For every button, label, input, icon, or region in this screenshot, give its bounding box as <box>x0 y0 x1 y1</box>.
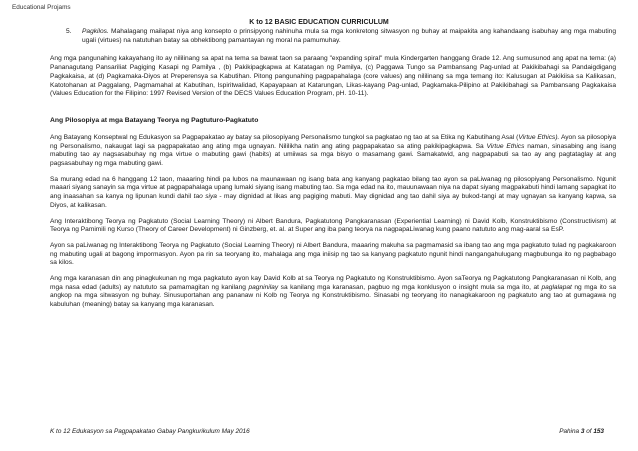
paragraph-theories: Ang Interaktibong Teorya ng Pagkatuto (Social Learning Theory) ni Albert Bandura, Pagkatutong Pangkaranasan (Experiential Learning) ni David Kolb, Konstruktibismo (Constructivism) at Teorya ng Pamimili ng Kurso (Theory of Career Development) ni Ginzberg, et. al. at Super ang iba pang teorya na nagpapaLiwanag kung paano natututo ang mag-aaral sa EsP. <box>50 217 616 234</box>
page-total: 153 <box>593 428 604 435</box>
page-of: of <box>584 428 594 435</box>
page-prefix: Pahina <box>559 428 581 435</box>
text-run: sa kanilang mga karanasan, pagbuo ng mga konklusyon o insight mula sa mga ito, at <box>278 283 542 291</box>
paragraph-bandura: Ayon sa paLiwanag ng Interaktibong Teorya ng Pagkatuto (Social Learning Theory) ni Albert Bandura, maaaring makuha sa pagmamasid sa ibang tao ang mga pagkatuto tulad ng pagkakaroon ng mabuting ugali at bagong impormasyon. Ayon pa rin sa teoryang ito, mahalaga ang mga iniisip ng tao sa kanyang pagkatuto ngunit hindi nangangahulugang magbubunga ito ng pagbabago sa kilos. <box>50 241 616 267</box>
text-run: Ang mga karanasan din ang pinagkukunan ng mga pagkatuto ayon kay David Kolb at sa Teorya ng Pagkatuto ng Konstruktibismo. Ayon saTeorya ng Pagkatutong Pangkaranasan ni Kolb, ang mga nasa edad (adults) ay natututo sa pamamagitan ng kanilang <box>50 275 616 291</box>
text-run: naman, sinasabing ang isang mabuting tao ay nagsasabuhay ng mga virtue o mabuting gawi (habits) at umiiwas sa mga bisyo o masamang gawi. Samakatwid, ang nagpapabuti sa tao ay ang pagtataglay at ang pagsasabuhay ng mga mabuting gawi. <box>50 142 616 167</box>
header-org-name: Educational Projams <box>12 4 71 11</box>
text-run-italic: tao siya <box>193 193 217 201</box>
list-item-term: Pagkilos. <box>82 28 109 35</box>
text-run: - may dignidad at likas ang pagiging mabuti. May dignidad ang tao dahil siya ay bukod-tangi at may ugnayan sa kanyang kapwa, sa Diyos, at kalikasan. <box>50 193 616 209</box>
page-current: 3 <box>580 428 585 435</box>
paragraph-conceptual-framework <box>50 134 616 169</box>
text-run: ng mga ito sa angkop na mga sitwasyon ng buhay. Sinusuportahan ang pananaw ni Kolb ng Teorya ng Konstruktibismo. Sinasabi ng teoryang ito nanagkakaroon ng pagkatuto ang tao at gumagawa ng kabuluhan (meaning) batay sa kanyang mga karanasan. <box>50 283 616 309</box>
paragraph-young-age <box>50 176 616 211</box>
list-item-5 <box>66 28 616 45</box>
text-run: Ang Batayang Konseptwal ng Edukasyon sa Pagpapakatao ay batay sa pilosopiyang Personalismo tungkol sa pagkatao ng tao at sa Etika ng Kabutihang Asal ( <box>50 133 519 141</box>
text-run-italic: paglalapat <box>541 283 572 291</box>
paragraph-themes: Ang mga pangunahing kakayahang ito ay nililinang sa apat na tema sa bawat taon sa paraang "expanding spiral" mula Kindergarten hanggang Grade 12. Ang sumusunod ang apat na tema: (a) Pananagutang Pansariliat Pagiging Kasapi ng Pamilya , (b) Pakikipagkapwa at Katatagan ng Pamilya, (c) Paggawa Tungo sa Pambansang Pag-unlad at Pakikibahagi sa Pandaigdigang Pagkakaisa, at (d) Pagkamaka-Diyos at Preperensya sa Kabutihan. Pitong pangunahing pagpapahalaga (core values) ang nililinang sa mga temang ito: Kalusugan at Pakikiisa sa Kalikasan, Katotohanan at Paggalang, Pagmamahal at Kabutihan, Ispiritwalidad, Kapayapaan at Katarungan, Likas-kayang Pag-unlad, Pagkamaka-Pilipino at Pakikibahagi sa Pambansang Pagkakaisa (Values Education for the Filipino: 1997 Revised Version of the DECS Values Education Program, pH. 10-11). <box>50 55 616 98</box>
page-title: K to 12 BASIC EDUCATION CURRICULUM <box>249 19 389 26</box>
footer-page-number <box>559 428 604 436</box>
section-heading: Ang Pilosopiya at mga Batayang Teorya ng Pagtuturo-Pagkatuto <box>50 116 259 124</box>
list-item-body: Mahalagang mailapat niya ang konsepto o prinsipyong nahinuha mula sa mga konkretong sitwasyon ng buhay at maipakita ang kahandaang isabuhay ang mga mabuting ugali (virtues) na natutuhan batay sa obhektibong pamantayan ng moral na pamumuhay. <box>82 28 616 44</box>
list-item-number: 5. <box>66 28 72 35</box>
footer-title: K to 12 Edukasyon sa Pagpapakatao Gabay Pangkurikulum May 2016 <box>50 428 250 435</box>
list-item-text <box>82 28 616 45</box>
text-run-italic: pagninilay <box>248 283 279 291</box>
text-run: Ayon sa pilosopiya ng Personalismo, nakaugat lagi sa pagpapakatao ang ating mga ugnayan. Nililikha natin ang ating pagpapakatao sa ating pakikipagkapwa. Sa <box>50 133 616 150</box>
paragraph-kolb <box>50 275 616 310</box>
document-body <box>50 28 616 317</box>
text-run-italic: Virtue Ethics <box>486 142 525 150</box>
text-run-italic: Virtue Ethics). <box>518 133 560 141</box>
text-run: Sa murang edad na 6 hanggang 12 taon, maaaring hindi pa lubos na maunawaan ng isang bata ang kanyang pagkatao bilang tao ayon sa paLiwanag ng pilosopiyang Personalismo. Ngunit maaari siyang sanayin sa mga virtue at pagpapahalaga upang lumaki siyang isang mabuting tao. Sa mga edad na ito, mauunawaan niya na dapat siyang magpakabuti hindi lamang sapagkat ito ang inaasahan sa kanya ng lipunan kundi dahil <box>50 175 616 201</box>
